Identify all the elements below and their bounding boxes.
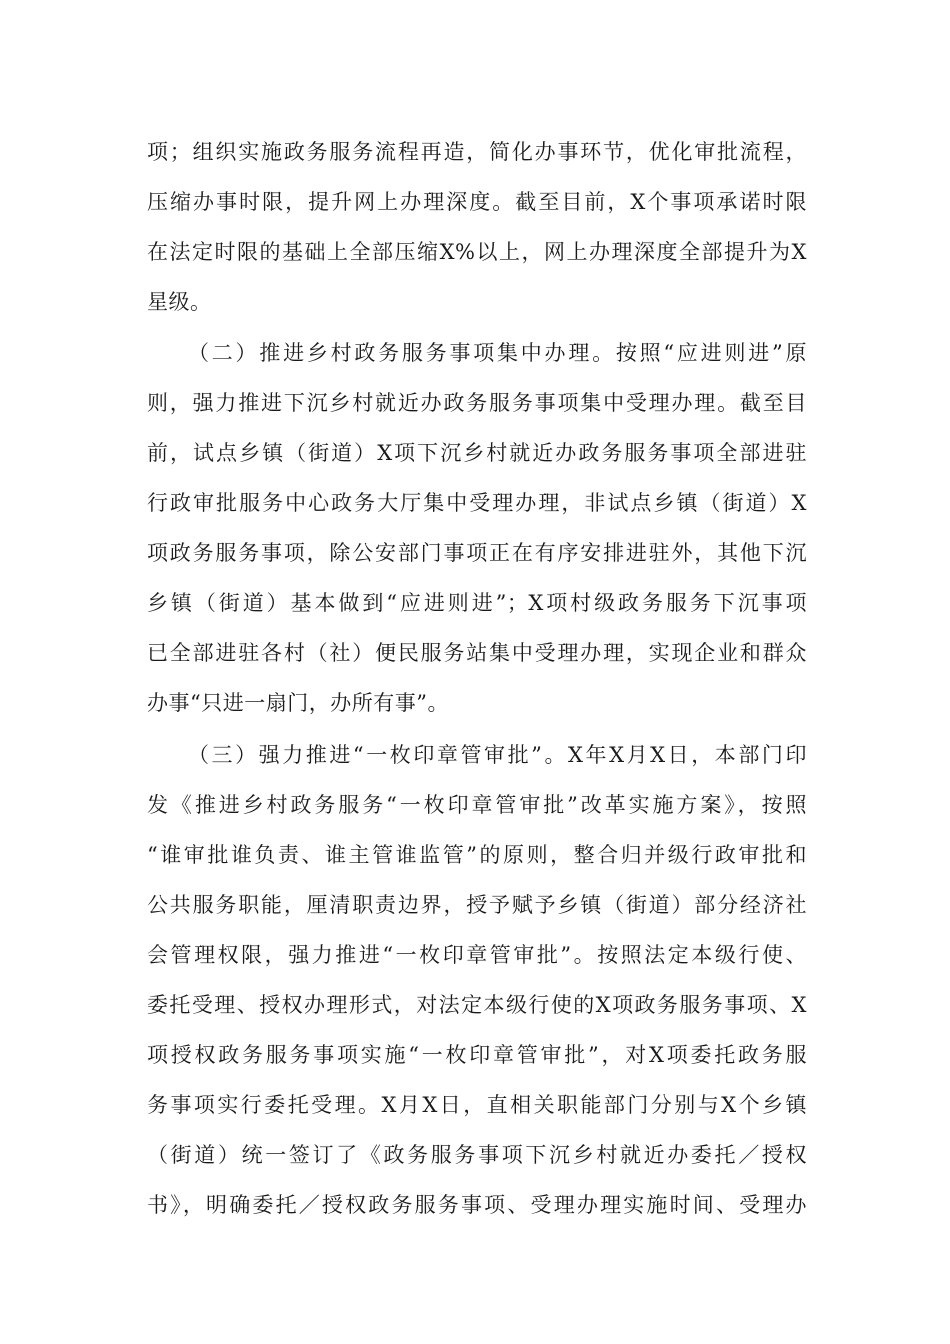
paragraph-line: 公共服务职能，厘清职责边界，授予赋予乡镇（街道）部分经济社 bbox=[147, 893, 807, 917]
paragraph-line: “谁审批谁负责、谁主管谁监管”的原则，整合归并级行政审批和 bbox=[147, 843, 807, 867]
paragraph-line: 乡镇（街道）基本做到“应进则进”；X项村级政务服务下沉事项 bbox=[147, 591, 807, 615]
paragraph-line: 项；组织实施政务服务流程再造，简化办事环节，优化审批流程， bbox=[147, 140, 807, 164]
paragraph-line: 委托受理、授权办理形式，对法定本级行使的X项政务服务事项、X bbox=[147, 993, 807, 1017]
paragraph-line: 已全部进驻各村（社）便民服务站集中受理办理，实现企业和群众 bbox=[147, 641, 807, 665]
paragraph-line: 项授权政务服务事项实施“一枚印章管审批”，对X项委托政务服 bbox=[147, 1043, 807, 1067]
paragraph-line: 行政审批服务中心政务大厅集中受理办理，非试点乡镇（街道）X bbox=[147, 491, 807, 515]
paragraph-line: 则，强力推进下沉乡村就近办政务服务事项集中受理办理。截至目 bbox=[147, 391, 807, 415]
paragraph-line: 星级。 bbox=[147, 290, 212, 314]
paragraph-line: 项政务服务事项，除公安部门事项正在有序安排进驻外，其他下沉 bbox=[147, 541, 807, 565]
section-heading-line: （二）推进乡村政务服务事项集中办理。按照“应进则进”原 bbox=[188, 341, 807, 365]
paragraph-line: 在法定时限的基础上全部压缩X%以上，网上办理深度全部提升为X bbox=[147, 240, 807, 264]
paragraph-line: 前，试点乡镇（街道）X项下沉乡村就近办政务服务事项全部进驻 bbox=[147, 441, 807, 465]
paragraph-line: 压缩办事时限，提升网上办理深度。截至目前，X个事项承诺时限 bbox=[147, 190, 807, 214]
paragraph-line: 务事项实行委托受理。X月X日，直相关职能部门分别与X个乡镇 bbox=[147, 1093, 807, 1117]
paragraph-line: 书》，明确委托／授权政务服务事项、受理办理实施时间、受理办 bbox=[147, 1193, 807, 1217]
paragraph-line: （街道）统一签订了《政务服务事项下沉乡村就近办委托／授权 bbox=[147, 1143, 807, 1167]
paragraph-line: 会管理权限，强力推进“一枚印章管审批”。按照法定本级行使、 bbox=[147, 943, 807, 967]
paragraph-line: 办事“只进一扇门，办所有事”。 bbox=[147, 691, 449, 715]
section-heading-line: （三）强力推进“一枚印章管审批”。X年X月X日，本部门印 bbox=[188, 743, 807, 767]
paragraph-line: 发《推进乡村政务服务“一枚印章管审批”改革实施方案》，按照 bbox=[147, 793, 807, 817]
